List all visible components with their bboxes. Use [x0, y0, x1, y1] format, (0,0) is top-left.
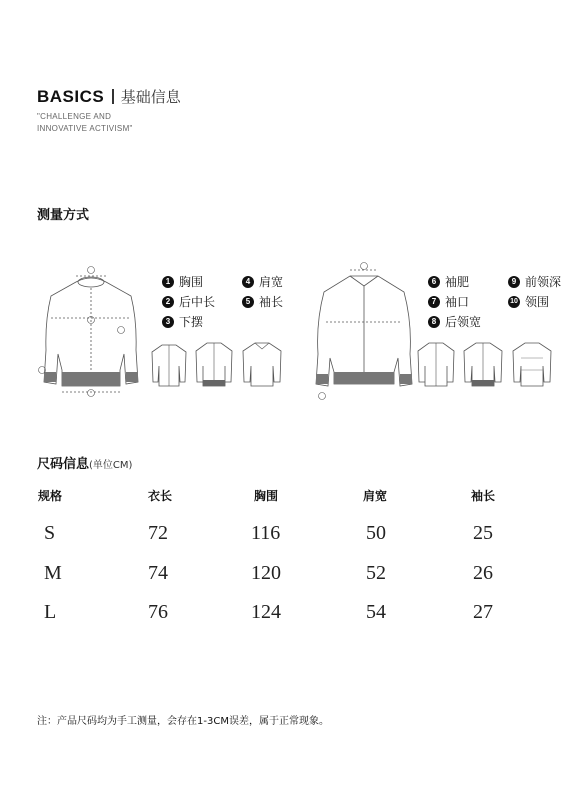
legend-number-badge: 1: [162, 276, 174, 288]
legend-item-6: [428, 273, 469, 290]
legend-label: 下摆: [179, 315, 204, 329]
legend-label: 后中长: [179, 295, 216, 309]
jacket-diagram: [308, 262, 420, 402]
legend-label: 前领深: [525, 275, 562, 289]
table-cell-size: M: [44, 562, 62, 584]
table-header-cell: 袖长: [471, 489, 496, 503]
table-cell: 124: [251, 601, 281, 623]
footnote: 注：产品尺码均为手工测量，会存在1-3CM误差，属于正常现象。: [37, 716, 329, 727]
bomber-reference-icon: [462, 340, 504, 388]
table-cell: 50: [366, 522, 386, 544]
table-cell: 52: [366, 562, 386, 584]
legend-label: 袖口: [445, 295, 470, 309]
legend-number-badge: 6: [428, 276, 440, 288]
legend-item-7: [428, 293, 469, 310]
brand-name-cn: 基础信息: [120, 88, 181, 106]
legend-number-badge: 2: [162, 296, 174, 308]
table-cell: 25: [473, 522, 493, 544]
brand-divider: [112, 89, 114, 104]
table-cell: 72: [148, 522, 168, 544]
legend-number-badge: 3: [162, 316, 174, 328]
measure-title: 测量方式: [37, 208, 90, 223]
table-cell: 120: [251, 562, 281, 584]
legend-item-10: [508, 293, 549, 310]
legend-item-8: [428, 313, 481, 330]
size-title: [37, 453, 132, 472]
table-header-cell: 规格: [38, 489, 63, 503]
jacket-reference-icon: [194, 340, 234, 388]
table-cell: 27: [473, 601, 493, 623]
legend-item-2: [162, 293, 215, 310]
table-header-cell: 肩宽: [363, 489, 388, 503]
table-cell-size: L: [44, 601, 57, 623]
legend-item-1: [162, 273, 203, 290]
legend-item-9: [508, 273, 561, 290]
legend-item-4: [242, 273, 283, 290]
legend-number-badge: 8: [428, 316, 440, 328]
brand-name-en: BASICS: [37, 87, 105, 106]
legend-label: 肩宽: [259, 275, 284, 289]
legend-item-5: [242, 293, 283, 310]
table-cell-size: S: [44, 522, 56, 544]
legend-label: 袖长: [259, 295, 284, 309]
legend-item-3: [162, 313, 203, 330]
slogan-line-1: "CHALLENGE AND: [37, 112, 112, 121]
legend-number-badge: 5: [242, 296, 254, 308]
legend-number-badge: 9: [508, 276, 520, 288]
vest-jacket-reference-icon: [416, 340, 456, 388]
legend-number-badge: 7: [428, 296, 440, 308]
table-header-cell: 胸围: [254, 489, 279, 503]
legend-label: 胸围: [179, 275, 204, 289]
coat-reference-icon: [240, 340, 284, 388]
puffer-reference-icon: [510, 340, 554, 388]
table-cell: 74: [148, 562, 168, 584]
table-header-cell: 衣长: [148, 489, 173, 503]
legend-number-badge: 10: [508, 296, 520, 308]
brand-title: [37, 86, 181, 107]
table-cell: 116: [251, 522, 281, 544]
legend-label: 后领宽: [445, 315, 482, 329]
legend-number-badge: 4: [242, 276, 254, 288]
shirt-reference-icon: [150, 342, 188, 388]
table-cell: 54: [366, 601, 386, 623]
legend-label: 袖肥: [445, 275, 470, 289]
legend-label: 领围: [525, 295, 550, 309]
table-cell: 76: [148, 601, 168, 623]
size-unit: (单位CM): [89, 460, 133, 471]
slogan-line-2: INNOVATIVE ACTIVISM": [37, 124, 133, 133]
sweater-diagram: [36, 262, 146, 402]
size-title-text: 尺码信息: [37, 457, 90, 472]
table-cell: 26: [473, 562, 493, 584]
